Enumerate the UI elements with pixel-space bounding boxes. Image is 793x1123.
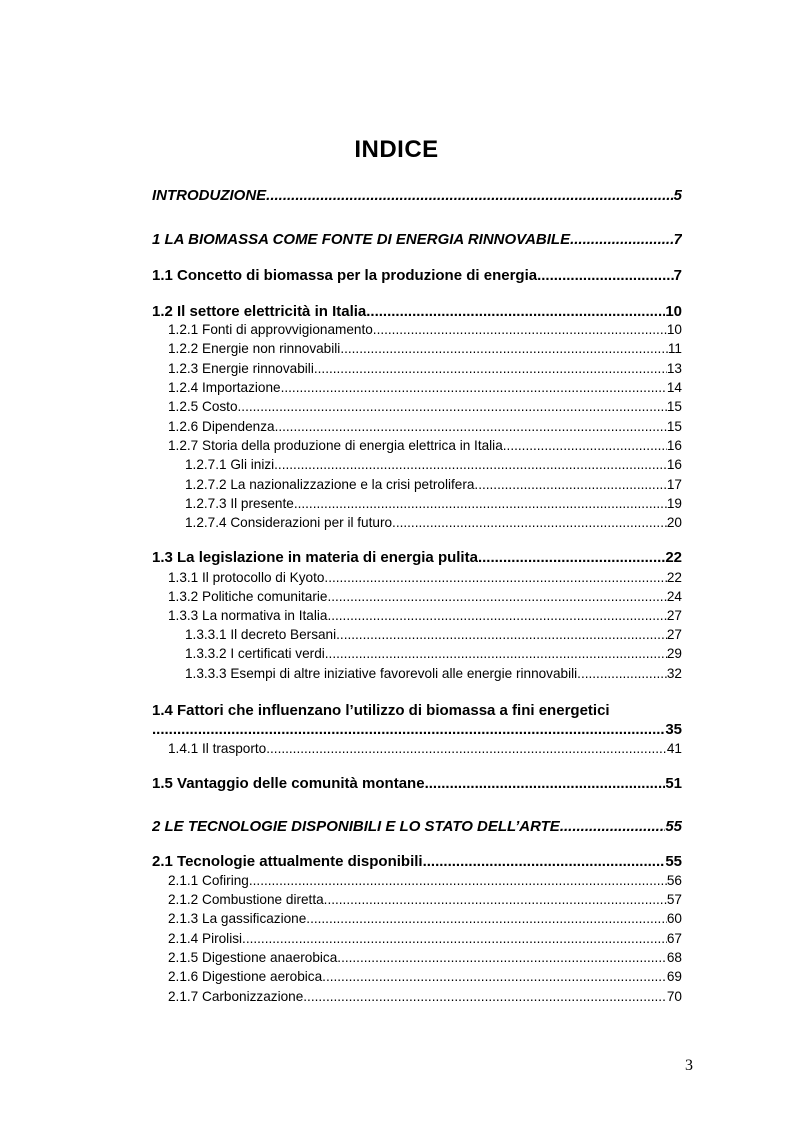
toc-entry[interactable] [152, 721, 682, 738]
toc-entry[interactable] [168, 931, 682, 946]
dot-leader [474, 477, 666, 492]
dot-leader [392, 515, 667, 530]
dot-leader [503, 438, 667, 453]
toc-entry-page: 56 [666, 873, 682, 888]
toc-entry[interactable] [168, 608, 682, 623]
toc-entry-page: 60 [666, 911, 682, 926]
toc-entry-label: 1.2.5 Costo [168, 399, 238, 414]
dot-leader [266, 187, 673, 204]
toc-entry[interactable] [168, 892, 682, 907]
toc-entry-label: 1.3 La legislazione in materia di energia pulita [152, 549, 478, 566]
toc-entry[interactable] [152, 231, 682, 248]
toc-entry[interactable] [168, 438, 682, 453]
toc-entry-label: 1.5 Vantaggio delle comunità montane [152, 775, 425, 792]
dot-leader [322, 969, 667, 984]
toc-entry[interactable] [168, 341, 682, 356]
toc-entry-label: 1.3.3.3 Esempi di altre iniziative favorevoli alle energie rinnovabili [185, 666, 578, 681]
dot-leader [577, 666, 667, 681]
toc-entry-page: 51 [665, 775, 682, 792]
toc-entry-page: 7 [673, 267, 682, 284]
dot-leader [152, 721, 665, 738]
toc-entry-label: 2.1.6 Digestione aerobica [168, 969, 323, 984]
dot-leader [306, 911, 667, 926]
toc-entry-page: 16 [666, 457, 682, 472]
toc-entry-page: 70 [666, 989, 682, 1004]
toc-entry[interactable] [168, 399, 682, 414]
toc-entry-label: 1.2.7.2 La nazionalizzazione e la crisi petrolifera [185, 477, 475, 492]
toc-entry-label: 1.2.6 Dipendenza [168, 419, 275, 434]
toc-entry-page: 22 [666, 570, 682, 585]
dot-leader [478, 549, 665, 566]
dot-leader [570, 231, 674, 248]
toc-entry-page: 41 [666, 741, 682, 756]
toc-entry-label: 2.1.5 Digestione anaerobica [168, 950, 338, 965]
toc-entry-label: 1.2.3 Energie rinnovabili [168, 361, 314, 376]
toc-entry[interactable] [152, 267, 682, 284]
toc-entry-label: 1.2.7.3 Il presente [185, 496, 294, 511]
toc-entry-label: 1.3.3.2 I certificati verdi [185, 646, 325, 661]
toc-entry-page: 15 [666, 419, 682, 434]
toc-entry[interactable] [152, 775, 682, 792]
table-of-contents [152, 0, 682, 1040]
toc-entry-label: 1.2 Il settore elettricità in Italia [152, 303, 367, 320]
dot-leader [324, 570, 666, 585]
dot-leader [325, 646, 667, 661]
toc-entry[interactable] [185, 477, 682, 492]
toc-entry-label: 2.1.4 Pirolisi [168, 931, 243, 946]
toc-entry[interactable] [168, 570, 682, 585]
toc-entry-label: 1.3.2 Politiche comunitarie [168, 589, 328, 604]
toc-entry-label: 1.1 Concetto di biomassa per la produzione di energia [152, 267, 538, 284]
toc-entry[interactable] [168, 989, 682, 1004]
dot-leader [537, 267, 674, 284]
dot-leader [238, 399, 667, 414]
dot-leader [266, 741, 667, 756]
toc-entry-page: 15 [666, 399, 682, 414]
toc-entry[interactable] [168, 322, 682, 337]
toc-entry-page: 68 [666, 950, 682, 965]
toc-entry-label: 1.2.4 Importazione [168, 380, 281, 395]
dot-leader [242, 931, 667, 946]
dot-leader [294, 496, 667, 511]
toc-entry[interactable] [185, 496, 682, 511]
toc-entry-page: 17 [666, 477, 682, 492]
toc-entry[interactable] [168, 911, 682, 926]
dot-leader [324, 892, 667, 907]
toc-entry[interactable] [168, 361, 682, 376]
toc-entry-label: 1.3.3.1 Il decreto Bersani [185, 627, 337, 642]
toc-entry-page: 10 [665, 303, 682, 320]
toc-entry-page: 11 [667, 341, 682, 356]
dot-leader [275, 419, 667, 434]
toc-entry-label: 1.2.2 Energie non rinnovabili [168, 341, 341, 356]
dot-leader [337, 950, 667, 965]
toc-entry-page: 14 [666, 380, 682, 395]
toc-entry[interactable] [185, 666, 682, 681]
dot-leader [425, 775, 666, 792]
toc-entry-label: 2.1.2 Combustione diretta [168, 892, 324, 907]
toc-entry-page: 22 [665, 549, 682, 566]
toc-entry[interactable] [152, 303, 682, 320]
toc-entry-page: 69 [666, 969, 682, 984]
dot-leader [373, 322, 667, 337]
dot-leader [274, 457, 667, 472]
toc-entry[interactable] [168, 873, 682, 888]
toc-entry-page: 27 [666, 608, 682, 623]
toc-entry[interactable] [168, 969, 682, 984]
dot-leader [314, 361, 667, 376]
dot-leader [560, 818, 666, 835]
toc-entry-label: 1.3.1 Il protocollo di Kyoto [168, 570, 325, 585]
toc-entry-label: 2.1.7 Carbonizzazione [168, 989, 304, 1004]
toc-entry[interactable] [185, 457, 682, 472]
toc-entry-label: 2.1.3 La gassificazione [168, 911, 307, 926]
dot-leader [340, 341, 668, 356]
toc-entry-label: 1.2.7 Storia della produzione di energia elettrica in Italia [168, 438, 503, 453]
toc-entry[interactable] [168, 419, 682, 434]
toc-entry-page: 24 [666, 589, 682, 604]
toc-entry[interactable] [185, 627, 682, 642]
page-title: INDICE [354, 136, 439, 163]
toc-entry-page: 19 [666, 496, 682, 511]
dot-leader [281, 380, 667, 395]
toc-entry-label: 1.2.1 Fonti di approvvigionamento [168, 322, 373, 337]
toc-entry[interactable] [185, 515, 682, 530]
toc-entry-label: INTRODUZIONE [152, 187, 267, 204]
dot-leader [303, 989, 667, 1004]
dot-leader [336, 627, 667, 642]
toc-entry-label: 1.4.1 Il trasporto [168, 741, 267, 756]
dot-leader [327, 589, 666, 604]
toc-entry-page: 13 [666, 361, 682, 376]
toc-entry-label: 2.1.1 Cofiring [168, 873, 249, 888]
toc-entry-page: 67 [666, 931, 682, 946]
toc-entry[interactable] [168, 380, 682, 395]
toc-entry-page: 10 [666, 322, 682, 337]
dot-leader [249, 873, 667, 888]
toc-entry-page: 20 [666, 515, 682, 530]
toc-entry-label: 1.3.3 La normativa in Italia [168, 608, 328, 623]
toc-entry[interactable] [168, 741, 682, 756]
toc-entry-page: 57 [666, 892, 682, 907]
toc-entry[interactable] [152, 818, 682, 835]
toc-entry-page: 32 [666, 666, 682, 681]
toc-entry-page: 27 [666, 627, 682, 642]
toc-entry-label: 1.4 Fattori che influenzano l’utilizzo di biomassa a fini energetici [152, 702, 610, 719]
toc-entry-label: 1.2.7.4 Considerazioni per il futuro [185, 515, 393, 530]
toc-entry[interactable] [168, 589, 682, 604]
toc-entry-label: 1 LA BIOMASSA COME FONTE DI ENERGIA RINNOVABILE [152, 231, 571, 248]
toc-entry-page: 55 [665, 818, 682, 835]
toc-entry-label: 2 LE TECNOLOGIE DISPONIBILI E LO STATO DELL’ARTE [152, 818, 560, 835]
toc-entry-page: 5 [673, 187, 682, 204]
toc-entry[interactable] [152, 549, 682, 566]
dot-leader [366, 303, 665, 320]
toc-entry[interactable] [168, 950, 682, 965]
toc-entry-page: 55 [665, 853, 682, 870]
toc-entry-page: 16 [666, 438, 682, 453]
dot-leader [327, 608, 666, 623]
toc-entry-page: 29 [666, 646, 682, 661]
toc-entry[interactable] [152, 853, 682, 870]
toc-entry-label: 1.2.7.1 Gli inizi [185, 457, 275, 472]
toc-entry-page: 7 [673, 231, 682, 248]
toc-entry[interactable] [152, 187, 682, 204]
toc-entry[interactable] [185, 646, 682, 661]
page-number: 3 [685, 1057, 693, 1074]
toc-entry-label: 2.1 Tecnologie attualmente disponibili [152, 853, 423, 870]
toc-entry-page: 35 [665, 721, 682, 738]
dot-leader [423, 853, 666, 870]
